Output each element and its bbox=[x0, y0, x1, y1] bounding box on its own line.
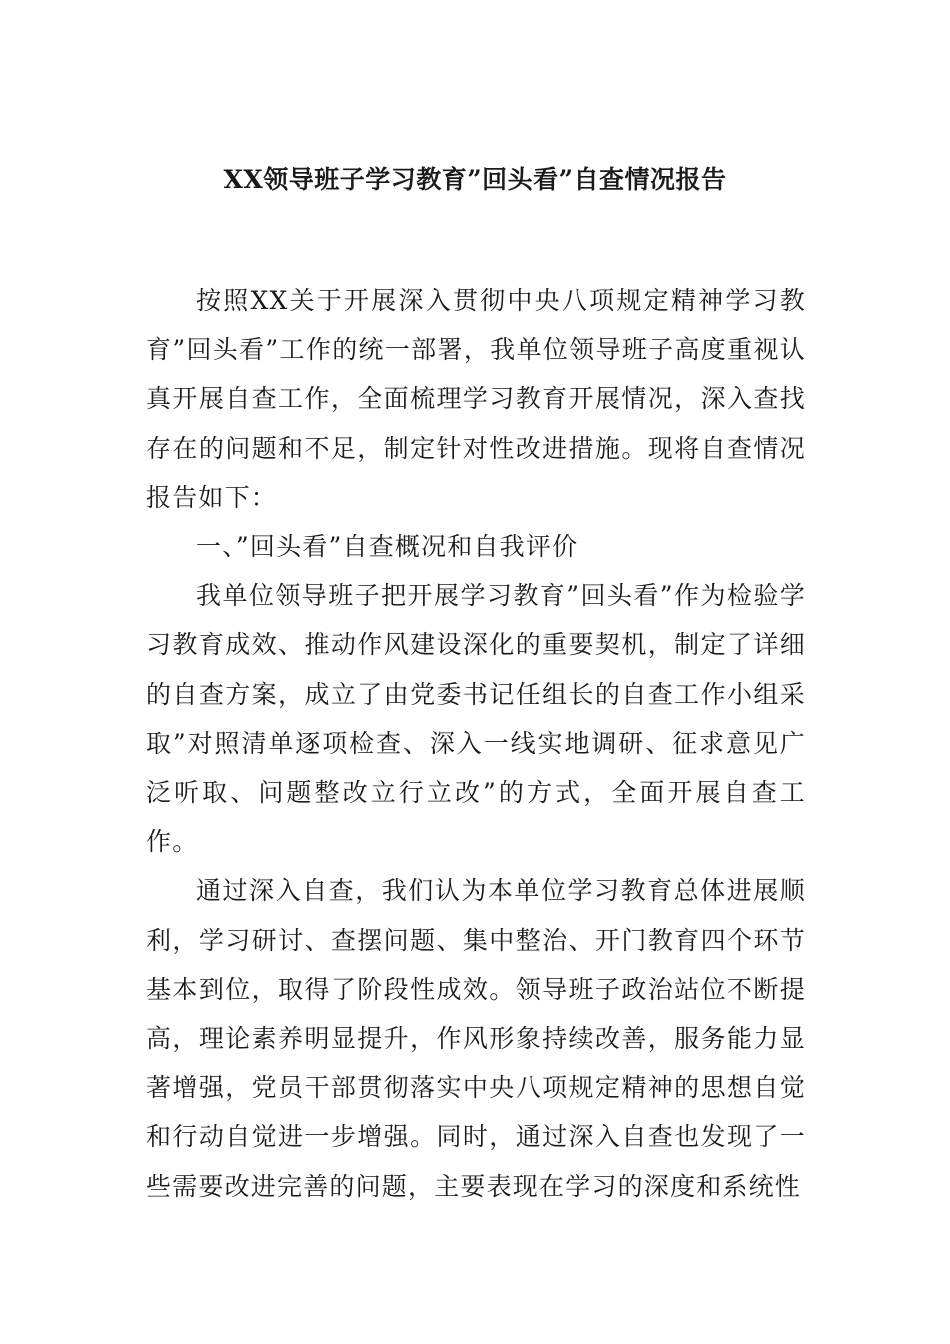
paragraph-intro: 按照XX关于开展深入贯彻中央八项规定精神学习教育”回头看”工作的统一部署，我单位领导班子高度重视认真开展自查工作，全面梳理学习教育开展情况，深入查找存在的问题和不足，制定针对性改进措施。现将自查情况报告如下： bbox=[146, 286, 806, 512]
document-title: XX领导班子学习教育”回头看”自查情况报告 bbox=[223, 165, 727, 194]
document-body bbox=[146, 276, 806, 1211]
paragraph-overview: 我单位领导班子把开展学习教育”回头看”作为检验学习教育成效、推动作风建设深化的重要契机，制定了详细的自查方案，成立了由党委书记任组长的自查工作小组采取”对照清单逐项检查、深入一线实地调研、征求意见广泛听取、问题整改立行立改”的方式，全面开展自查工作。 bbox=[146, 581, 806, 857]
paragraph-evaluation: 通过深入自查，我们认为本单位学习教育总体进展顺利，学习研讨、查摆问题、集中整治、开门教育四个环节基本到位，取得了阶段性成效。领导班子政治站位不断提高，理论素养明显提升，作风形象持续改善，服务能力显著增强，党员干部贯彻落实中央八项规定精神的思想自觉和行动自觉进一步增强。同时，通过深入自查也发现了一些需要改进完善的问题，主要表现在学习的深度和系统性 bbox=[146, 876, 806, 1201]
section-heading-1: 一、”回头看”自查概况和自我评价 bbox=[196, 532, 579, 562]
